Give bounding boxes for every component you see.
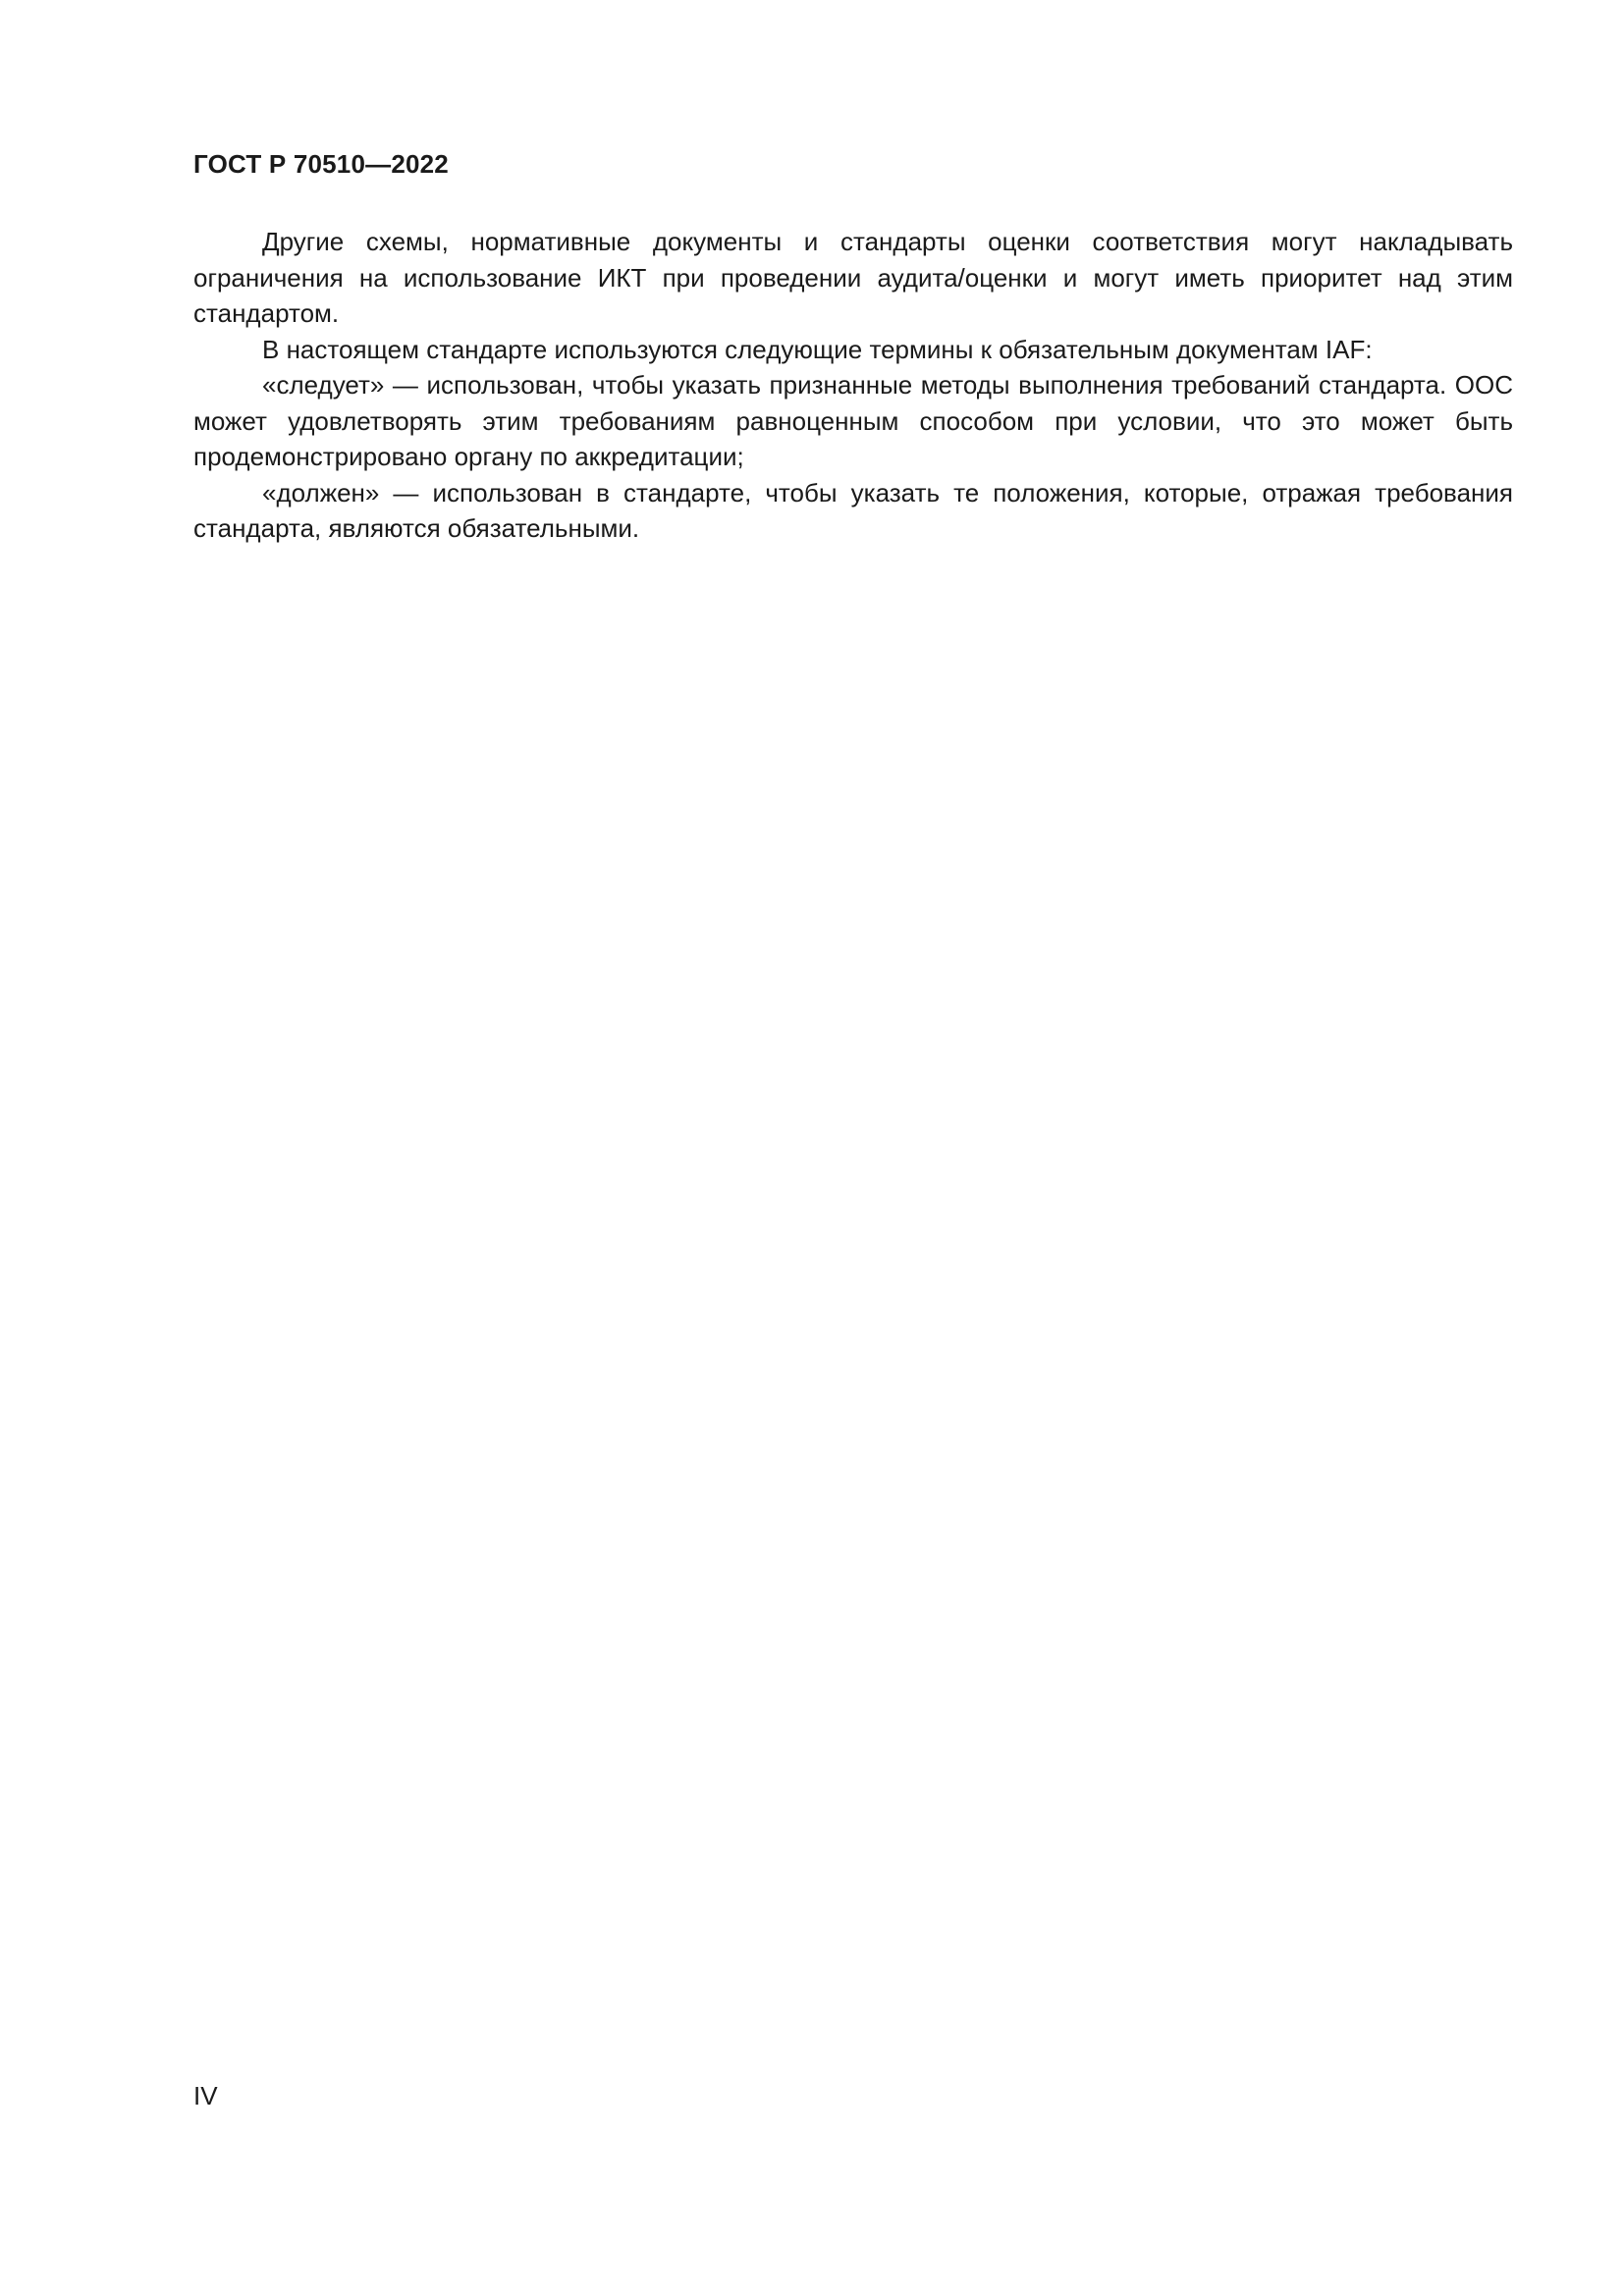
paragraph-terms-intro: В настоящем стандарте используются следующие термины к обязательным документам IAF:	[262, 334, 1373, 364]
body-text	[193, 224, 1513, 547]
page-number: IV	[193, 2081, 218, 2110]
paragraph-term-shall: «должен» — использован в стандарте, чтобы указать те положения, которые, отражая требования стандарта, являются обязательными.	[193, 477, 1513, 543]
paragraph-other-schemes: Другие схемы, нормативные документы и стандарты оценки соответствия могут накладывать ограничения на использование ИКТ при проведении аудита/оценки и могут иметь приоритет над этим стандартом.	[193, 227, 1513, 328]
document-designation: ГОСТ Р 70510—2022	[193, 149, 449, 179]
paragraph-term-should: «следует» — использован, чтобы указать признанные методы выполнения требований стандарта. ООС может удовлетворять этим требованиям равноценным способом при условии, что это может быть продемонстрировано органу по аккредитации;	[193, 370, 1513, 471]
